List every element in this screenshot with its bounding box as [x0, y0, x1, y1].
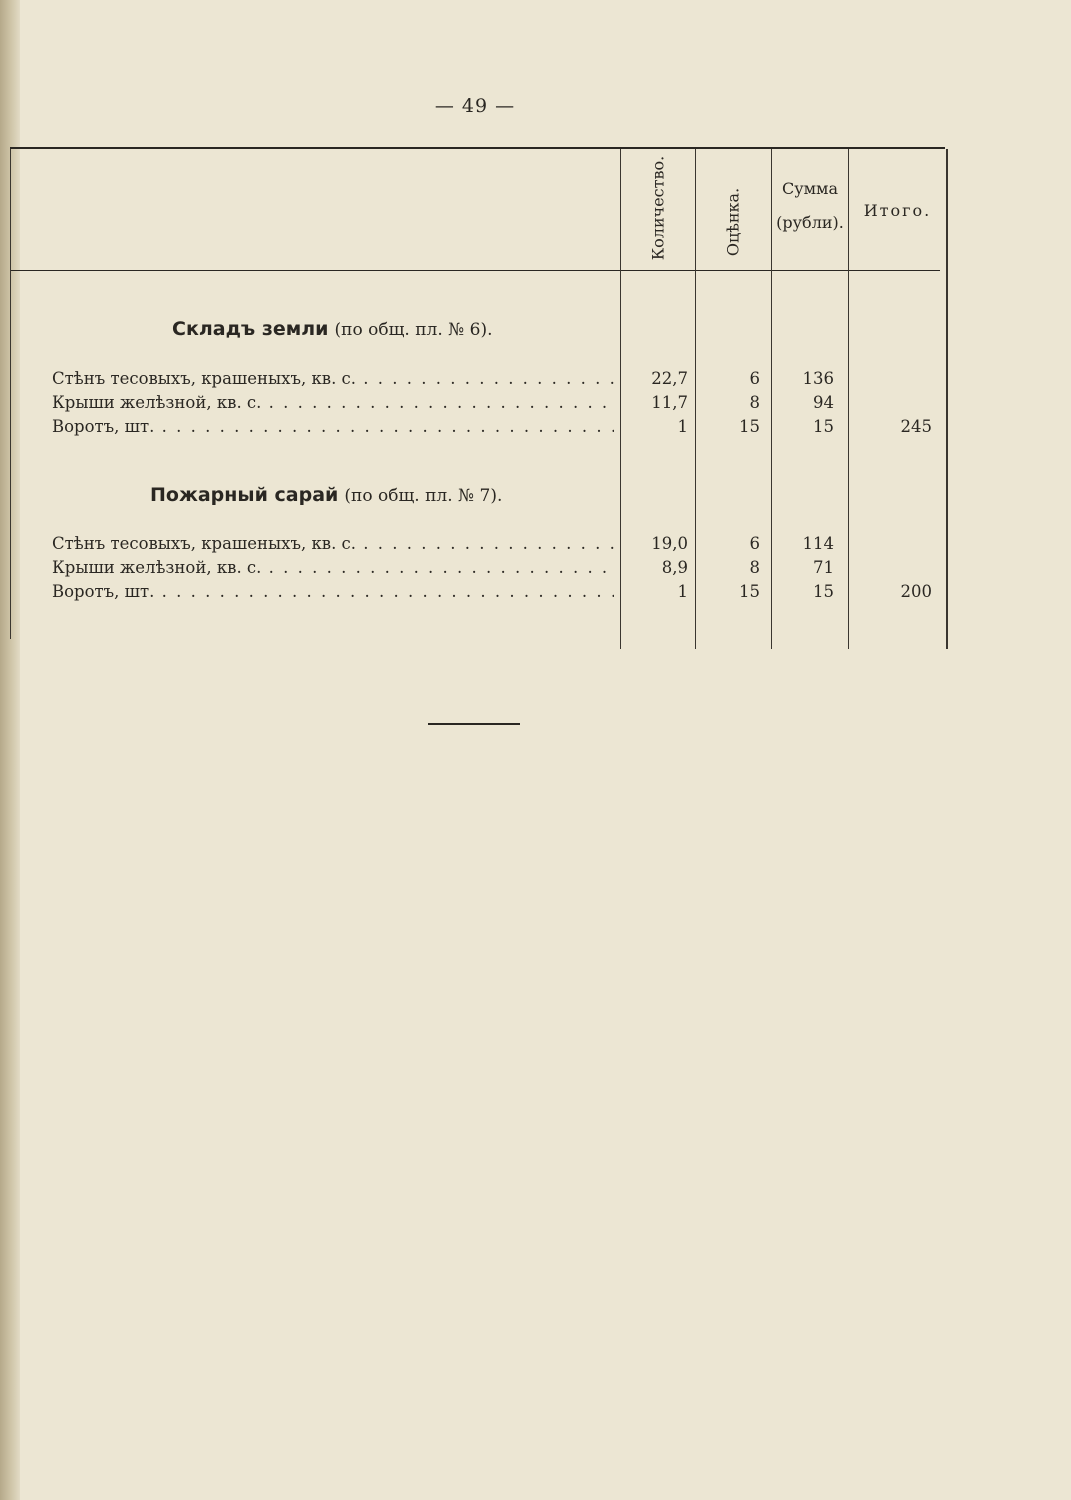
section-heading: Складъ земли — [172, 318, 329, 340]
section-plan-ref: (по общ. пл. № 6). — [334, 320, 493, 340]
column-header-sum — [772, 172, 848, 240]
row-rate: 15 — [739, 582, 760, 601]
row-rate: 8 — [749, 558, 760, 577]
row-total: 200 — [900, 582, 932, 601]
row-rate: 15 — [739, 417, 760, 436]
row-quantity: 22,7 — [651, 369, 688, 388]
table-row — [0, 393, 1071, 416]
section-plan-ref: (по общ. пл. № 7). — [344, 486, 503, 506]
row-description: Стѣнъ тесовыхъ, крашеныхъ, кв. с. . . . — [52, 534, 614, 553]
closing-rule — [428, 723, 520, 725]
table-row — [0, 369, 1071, 392]
page-number: — 49 — — [434, 95, 516, 117]
table-row — [0, 582, 1071, 605]
row-sum: 71 — [813, 558, 834, 577]
row-sum: 15 — [813, 417, 834, 436]
column-header-total: Итого. — [863, 201, 932, 220]
row-quantity: 1 — [677, 417, 688, 436]
table-row — [0, 417, 1071, 440]
column-header-sum-line1: Сумма — [781, 179, 839, 198]
table-row — [0, 558, 1071, 581]
table-header-rule — [10, 270, 940, 271]
table-row — [0, 534, 1071, 557]
row-sum: 114 — [802, 534, 834, 553]
section-title-earth-storage — [172, 318, 493, 340]
column-header-quantity: Количество. — [648, 155, 668, 261]
row-description: Крыши желѣзной, кв. с. . . . — [52, 558, 614, 577]
row-description: Воротъ, шт. . . . — [52, 417, 614, 436]
column-header-rate: Оцѣнка. — [723, 187, 743, 257]
row-quantity: 8,9 — [661, 558, 688, 577]
row-sum: 136 — [802, 369, 834, 388]
row-description: Воротъ, шт. . . . — [52, 582, 614, 601]
section-title-fire-shed — [150, 484, 502, 506]
section-heading: Пожарный сарай — [150, 484, 339, 506]
table-top-rule — [10, 147, 945, 149]
row-rate: 6 — [749, 369, 760, 388]
row-sum: 15 — [813, 582, 834, 601]
row-rate: 6 — [749, 534, 760, 553]
row-quantity: 19,0 — [651, 534, 688, 553]
row-quantity: 11,7 — [651, 393, 688, 412]
column-header-sum-line2: (рубли). — [776, 213, 844, 232]
row-description: Крыши желѣзной, кв. с. . . . — [52, 393, 614, 412]
row-rate: 8 — [749, 393, 760, 412]
row-description: Стѣнъ тесовыхъ, крашеныхъ, кв. с. . . . — [52, 369, 614, 388]
row-sum: 94 — [813, 393, 834, 412]
row-total: 245 — [900, 417, 932, 436]
row-quantity: 1 — [677, 582, 688, 601]
